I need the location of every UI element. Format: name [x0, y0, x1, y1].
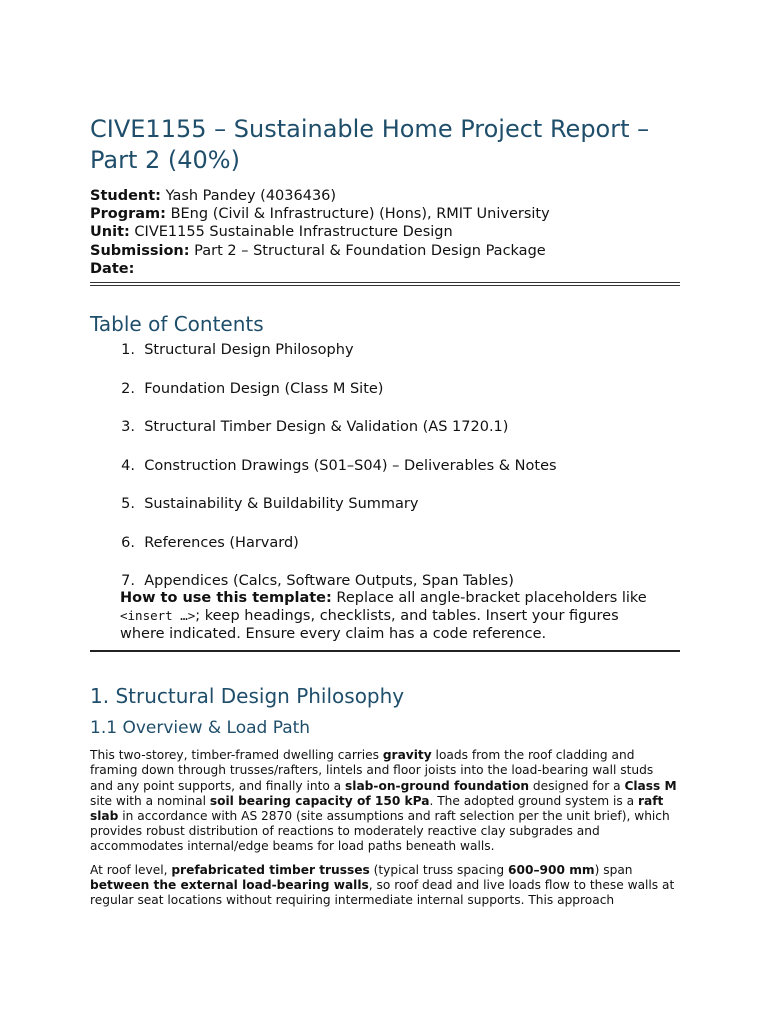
toc-label: Structural Timber Design & Validation (AS 1720.1)	[144, 419, 509, 436]
document-title: CIVE1155 – Sustainable Home Project Report – Part 2 (40%)	[90, 115, 650, 174]
divider	[90, 282, 680, 286]
instructions-label: How to use this template:	[120, 589, 332, 606]
toc-heading: Table of Contents	[90, 312, 264, 337]
toc-number: 6.	[121, 534, 135, 551]
bold-text: gravity	[382, 748, 432, 763]
toc-label: Appendices (Calcs, Software Outputs, Span Tables)	[144, 573, 514, 590]
meta-unit	[90, 223, 680, 241]
instructions-text: ; keep headings, checklists, and tables. Insert your figures where indicated. Ensure every claim has a code reference.	[120, 607, 619, 642]
template-instructions	[120, 589, 660, 644]
toc-number: 7.	[121, 573, 135, 590]
toc-item[interactable]	[90, 534, 680, 573]
text-run: designed for a	[529, 778, 625, 793]
meta-student	[90, 187, 680, 205]
placeholder-example: <insert …>	[120, 607, 196, 623]
meta-submission	[90, 242, 680, 260]
bold-text: Class M	[624, 778, 677, 793]
section-heading: 1. Structural Design Philosophy	[90, 684, 405, 709]
text-run: loads from the roof cladding and framing down through trusses/rafters, lintels and floor joists into the load-bearing wall studs and any point supports, and finally into a	[90, 748, 654, 793]
body-paragraph	[90, 748, 680, 854]
toc-number: 3.	[121, 419, 135, 436]
text-run: . The adopted ground system is a	[429, 793, 638, 808]
text-run: At roof level,	[90, 862, 172, 877]
toc-label: Construction Drawings (S01–S04) – Deliverables & Notes	[144, 457, 557, 474]
meta-label: Submission:	[90, 242, 190, 259]
bold-text: between the external load-bearing walls	[90, 877, 369, 892]
meta-value: BEng (Civil & Infrastructure) (Hons), RMIT University	[170, 206, 550, 223]
text-run: This two-storey, timber-framed dwelling carries	[90, 748, 383, 763]
text-run: (typical truss spacing	[369, 862, 508, 877]
toc-label: Sustainability & Buildability Summary	[144, 496, 419, 513]
bold-text: prefabricated timber trusses	[171, 862, 370, 877]
toc-number: 1.	[121, 342, 135, 359]
meta-value: Part 2 – Structural & Foundation Design Package	[194, 242, 546, 259]
toc-item[interactable]	[90, 341, 680, 380]
toc-item[interactable]	[90, 495, 680, 534]
instructions-text: Replace all angle-bracket placeholders like	[331, 589, 647, 606]
meta-value: CIVE1155 Sustainable Infrastructure Design	[134, 224, 453, 241]
document-content	[90, 114, 680, 908]
bold-text: raft slab	[90, 793, 664, 823]
toc-item[interactable]	[90, 457, 680, 496]
text-run: , so roof dead and live loads flow to these walls at regular seat locations without requiring intermediate internal supports. This approach	[90, 877, 675, 907]
subsection-heading: 1.1 Overview & Load Path	[90, 718, 311, 739]
bold-text: slab-on-ground foundation	[345, 778, 530, 793]
table-of-contents	[90, 341, 680, 611]
toc-number: 2.	[121, 380, 135, 397]
meta-value: Yash Pandey (4036436)	[165, 188, 337, 204]
toc-label: Structural Design Philosophy	[144, 342, 354, 359]
bold-text: soil bearing capacity of 150 kPa	[209, 793, 430, 808]
toc-item[interactable]	[90, 380, 680, 419]
divider	[90, 650, 680, 652]
meta-label: Unit:	[90, 224, 130, 241]
toc-number: 4.	[121, 457, 135, 474]
meta-label: Student:	[90, 188, 161, 204]
meta-label: Program:	[90, 206, 166, 223]
toc-number: 5.	[121, 496, 135, 513]
toc-item[interactable]	[90, 418, 680, 457]
body-paragraph	[90, 863, 680, 909]
text-run: ) span	[594, 862, 633, 877]
meta-program	[90, 205, 680, 223]
meta-date	[90, 260, 680, 278]
meta-label: Date:	[90, 260, 135, 277]
meta-block	[90, 187, 680, 278]
bold-text: 600–900 mm	[508, 862, 595, 877]
text-run: in accordance with AS 2870 (site assumptions and raft selection per the unit brief), which provides robust distribution of reactions to moderately reactive clay subgrades and accommodates internal/edge beams for load paths beneath walls.	[90, 808, 670, 854]
text-run: site with a nominal	[90, 793, 210, 808]
toc-label: Foundation Design (Class M Site)	[144, 380, 384, 397]
toc-label: References (Harvard)	[144, 534, 299, 551]
